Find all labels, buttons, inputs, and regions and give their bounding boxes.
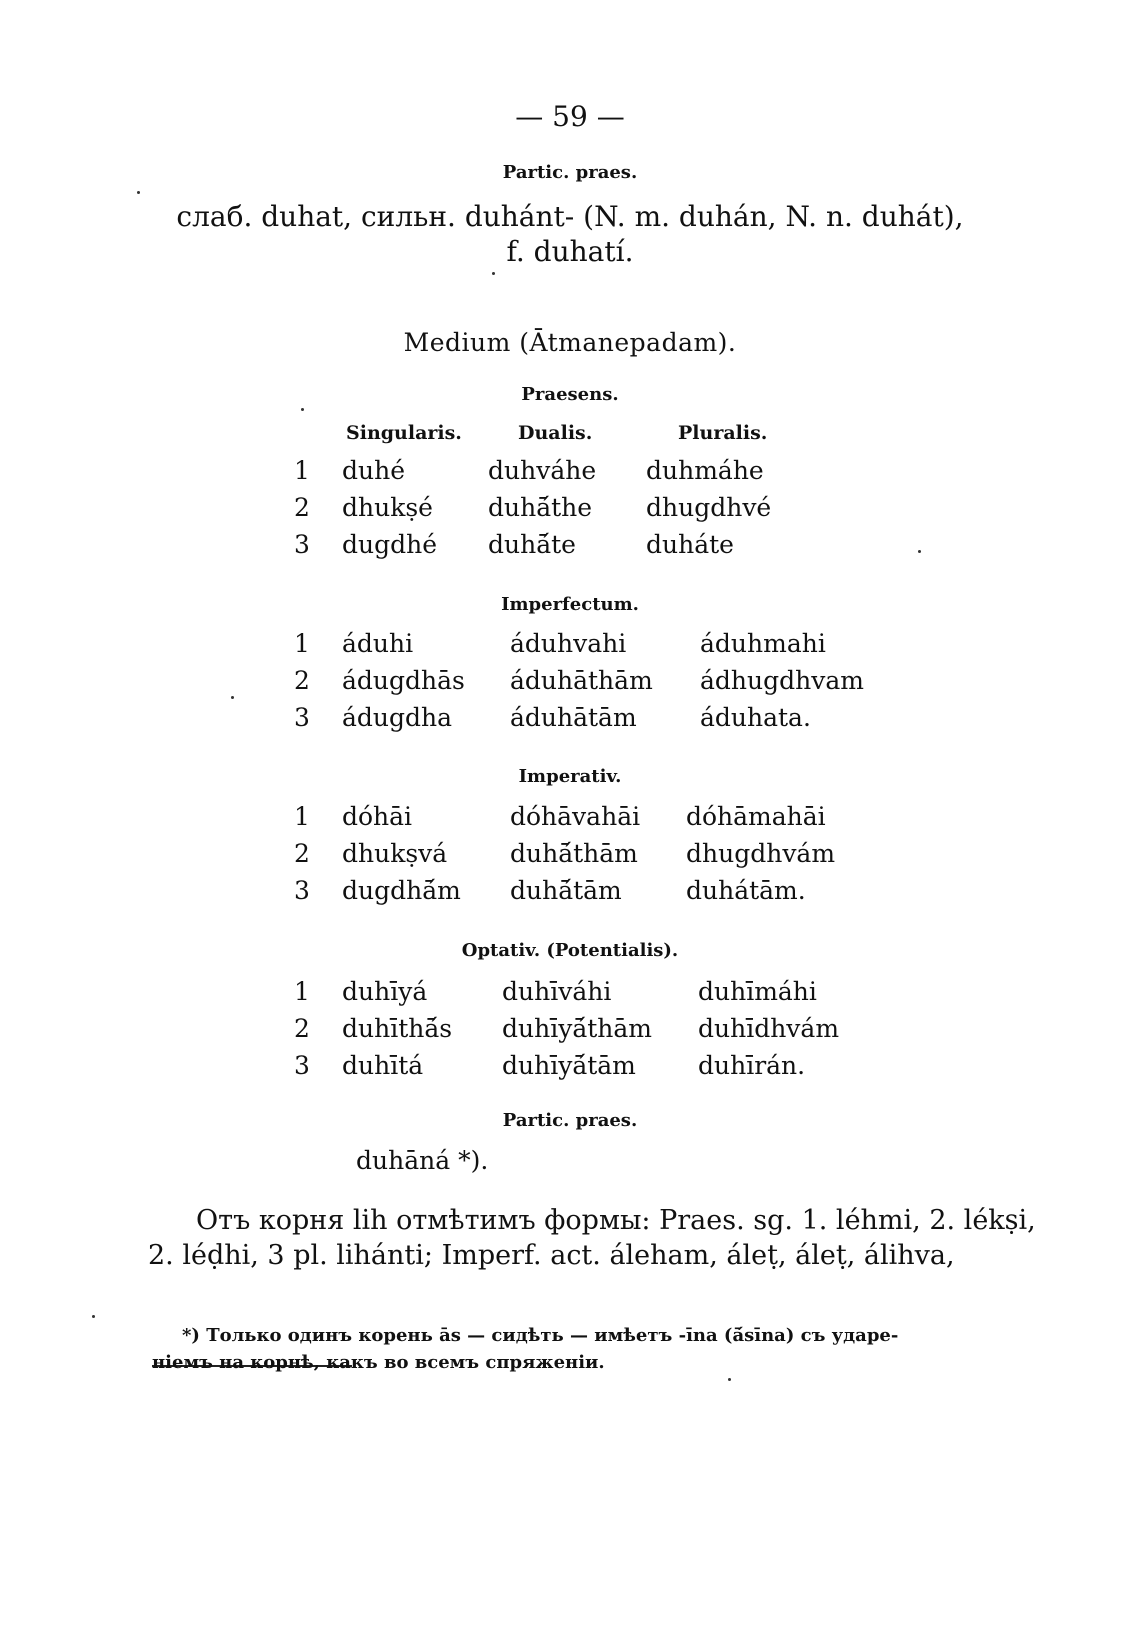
dual-form: duhā́tām [510, 876, 622, 905]
imperfectum-row [0, 703, 1140, 741]
optativ-row [0, 977, 1140, 1015]
dual-form: duhīváhi [502, 977, 612, 1006]
imperativ-row [0, 802, 1140, 840]
singular-form: dóhāi [342, 802, 413, 831]
person-number: 3 [294, 530, 310, 559]
imperfectum-row [0, 629, 1140, 667]
dual-form: áduhāthām [510, 666, 653, 695]
medium-participle-heading: Partic. praes. [502, 1110, 638, 1131]
singular-form: duhé [342, 456, 406, 485]
scan-speck [728, 1378, 731, 1381]
singular-form: duhīthā́s [342, 1014, 453, 1043]
active-participle-line-1: слаб. duhat, сильн. duhánt- (N. m. duhán, N. n. duhát), [176, 200, 964, 233]
dual-form: áduhātām [510, 703, 637, 732]
optativ-row [0, 1014, 1140, 1052]
paragraph-line-2: 2. léḍhi, 3 pl. lihánti; Imperf. act. áleham, áleṭ, áleṭ, álihva, [148, 1240, 955, 1271]
praesens-row [0, 530, 1140, 568]
person-number: 1 [294, 977, 310, 1006]
plural-form: duhīdhvám [698, 1014, 840, 1043]
plural-form: ádhugdhvam [700, 666, 864, 695]
medium-title: Medium (Ātmanepadam). [403, 328, 737, 357]
column-dual-heading: Dualis. [518, 422, 593, 444]
page-number: — 59 — [515, 100, 625, 133]
plural-form: dhugdhvé [646, 493, 772, 522]
singular-form: dhukṣé [342, 493, 433, 522]
praesens-heading: Praesens. [521, 384, 619, 405]
footnote-line-1: *) Только одинъ корень ās — сидѣть — имѣетъ -īna (ā́sīna) съ ударе- [182, 1325, 899, 1346]
person-number: 2 [294, 493, 310, 522]
plural-form: dóhāmahāi [686, 802, 826, 831]
singular-form: dugdhā́m [342, 876, 461, 905]
singular-form: duhīyá [342, 977, 428, 1006]
imperfectum-heading: Imperfectum. [501, 594, 639, 615]
dual-form: áduhvahi [510, 629, 627, 658]
person-number: 2 [294, 839, 310, 868]
scan-speck [231, 696, 234, 699]
optativ-heading: Optativ. (Potentialis). [461, 940, 679, 961]
person-number: 1 [294, 456, 310, 485]
person-number: 2 [294, 666, 310, 695]
singular-form: áduhi [342, 629, 414, 658]
person-number: 1 [294, 802, 310, 831]
scan-speck [137, 191, 140, 194]
plural-form: áduhata. [700, 703, 811, 732]
dual-form: duhā́thām [510, 839, 638, 868]
medium-participle-row [0, 1146, 1140, 1184]
imperativ-row [0, 876, 1140, 914]
active-participle-line-2: f. duhatí. [506, 235, 634, 268]
dual-form: dóhāvahāi [510, 802, 641, 831]
dual-form: duhīyā́thām [502, 1014, 652, 1043]
scan-speck [492, 272, 495, 275]
plural-form: duháte [646, 530, 734, 559]
footnote-line-2: ніемъ на корнѣ, какъ во всемъ спряженіи. [152, 1352, 605, 1373]
dual-form: duhīyā́tām [502, 1051, 636, 1080]
dual-form: duhā́te [488, 530, 576, 559]
praesens-row [0, 456, 1140, 494]
singular-form: ádugdha [342, 703, 453, 732]
active-participle-heading: Partic. praes. [502, 162, 638, 183]
scan-speck [918, 550, 921, 553]
person-number: 3 [294, 703, 310, 732]
person-number: 2 [294, 1014, 310, 1043]
optativ-row [0, 1051, 1140, 1089]
singular-form: ádugdhās [342, 666, 465, 695]
plural-form: duhīmáhi [698, 977, 817, 1006]
person-number: 3 [294, 1051, 310, 1080]
plural-form: duhīrán. [698, 1051, 806, 1080]
medium-participle-form: duhāná *). [356, 1146, 489, 1175]
imperativ-row [0, 839, 1140, 877]
singular-form: dugdhé [342, 530, 438, 559]
scan-speck [92, 1315, 95, 1318]
singular-form: dhukṣvá [342, 839, 448, 868]
plural-form: duhmáhe [646, 456, 764, 485]
plural-form: áduhmahi [700, 629, 826, 658]
dual-form: duhváhe [488, 456, 597, 485]
scan-speck [301, 408, 304, 411]
plural-form: duhátām. [686, 876, 806, 905]
person-number: 3 [294, 876, 310, 905]
plural-form: dhugdhvám [686, 839, 836, 868]
dual-form: duhā́the [488, 493, 593, 522]
person-number: 1 [294, 629, 310, 658]
paragraph-line-1: Отъ корня lih отмѣтимъ формы: Praes. sg. 1. léhmi, 2. lékṣi, [196, 1205, 1036, 1236]
imperfectum-row [0, 666, 1140, 704]
imperativ-heading: Imperativ. [518, 766, 622, 787]
singular-form: duhītá [342, 1051, 424, 1080]
praesens-row [0, 493, 1140, 531]
column-plural-heading: Pluralis. [678, 422, 768, 444]
column-singular-heading: Singularis. [346, 422, 462, 444]
